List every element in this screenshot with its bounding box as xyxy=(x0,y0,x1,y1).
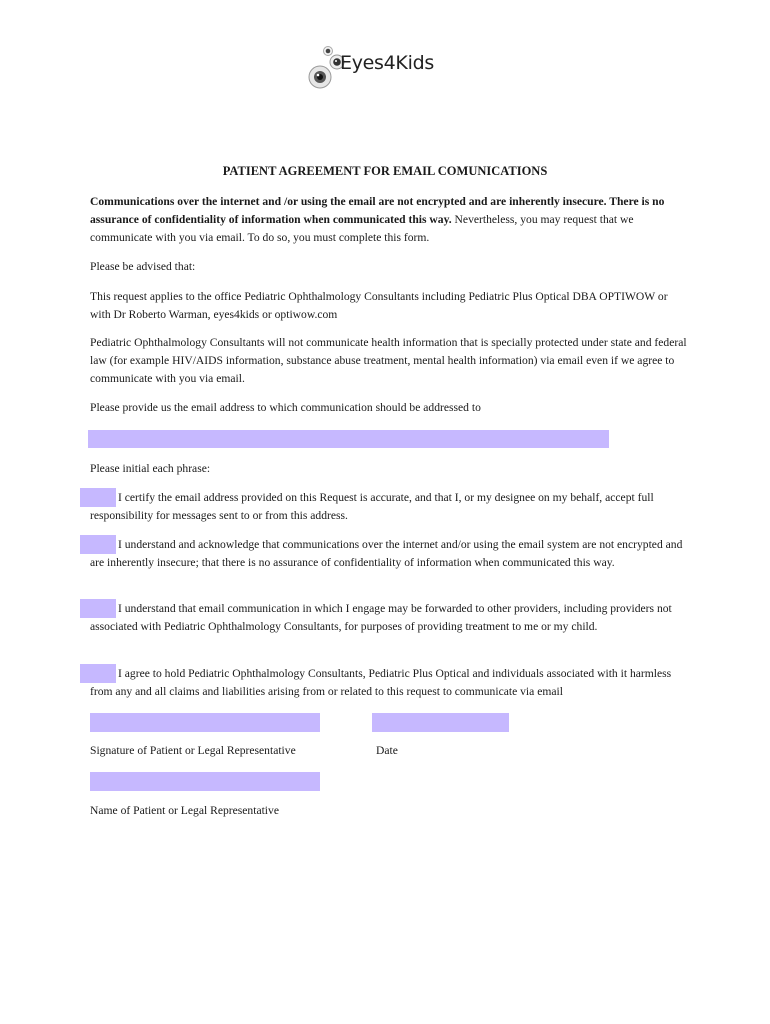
agreement-item-3: I understand that email communication in which I engage may be forwarded to other providers, including providers not associated with Pediatric Ophthalmology Consultants, for purposes of providing treatment to me or my child. xyxy=(90,602,672,633)
agreement-item-4: I agree to hold Pediatric Ophthalmology Consultants, Pediatric Plus Optical and individuals associated with it harmless from any and all claims and liabilities arising from or related to this request to communicate via email xyxy=(90,667,672,698)
not-communicate-paragraph: Pediatric Ophthalmology Consultants will not communicate health information that is specially protected under state and federal law (for example HIV/AIDS information, substance abuse treatment, mental health information) via email even if we agree to communicate with you via email. xyxy=(90,336,687,385)
page-title: PATIENT AGREEMENT FOR EMAIL COMUNICATIONS xyxy=(222,164,548,178)
intro-normal-text: Nevertheless, you may request that we communicate with you via email. To do so, you must complete this form. xyxy=(90,213,634,244)
agreement-item-1: I certify the email address provided on this Request is accurate, and that I, or my designee on my behalf, accept full responsibility for messages sent to or from this address. xyxy=(90,491,654,522)
email-address-field[interactable] xyxy=(88,430,609,448)
intro-paragraph xyxy=(90,193,690,247)
initial-prompt-text: Please initial each phrase: xyxy=(90,462,211,475)
name-label: Name of Patient or Legal Representative xyxy=(90,804,279,817)
advised-text: Please be advised that: xyxy=(90,260,196,273)
name-field[interactable] xyxy=(90,772,320,791)
signature-field[interactable] xyxy=(90,713,320,732)
logo-text: Eyes4Kids xyxy=(340,52,434,74)
intro-bold-text: Communications over the internet and /or using the email are not encrypted and are inherently insecure. There is no assurance of confidentiality of information when communicated this way. xyxy=(90,195,665,226)
agreement-item-2: I understand and acknowledge that communications over the internet and/or using the email system are not encrypted and are inherently insecure; that there is no assurance of confidentiality of information when communicated this way. xyxy=(90,538,683,569)
logo xyxy=(306,44,466,96)
date-label: Date xyxy=(376,744,398,757)
date-field[interactable] xyxy=(372,713,509,732)
provide-email-text: Please provide us the email address to which communication should be addressed to xyxy=(90,401,481,414)
applies-paragraph: This request applies to the office Pediatric Ophthalmology Consultants including Pediatric Plus Optical DBA OPTIWOW or with Dr Roberto Warman, eyes4kids or optiwow.com xyxy=(90,290,668,321)
signature-label: Signature of Patient or Legal Representative xyxy=(90,744,296,757)
